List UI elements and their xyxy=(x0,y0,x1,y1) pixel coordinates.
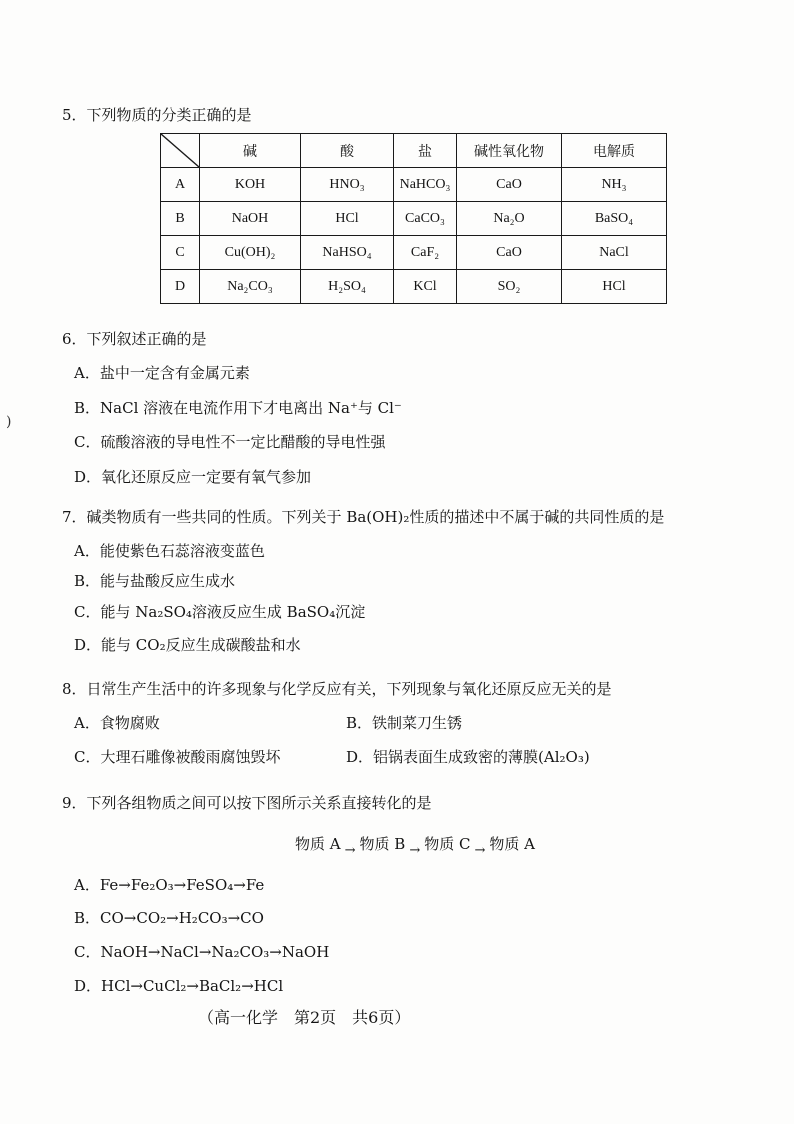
table-cell: HNO₃ xyxy=(301,168,394,202)
option-c: C．能与 Na₂SO₄溶液反应生成 BaSO₄沉淀 xyxy=(74,603,366,621)
option-d: D．HCl→CuCl₂→BaCl₂→HCl xyxy=(74,977,284,995)
table-row xyxy=(161,270,667,304)
option-a: A．盐中一定含有金属元素 xyxy=(74,364,250,382)
table-header-cell: 碱性氧化物 xyxy=(457,134,562,168)
option-a: A．能使紫色石蕊溶液变蓝色 xyxy=(74,542,265,560)
table-cell: KOH xyxy=(200,168,301,202)
row-label: A xyxy=(161,168,200,202)
arrow-icon: → xyxy=(474,843,486,858)
flow-node: 物质 B xyxy=(359,835,406,853)
table-cell: BaSO₄ xyxy=(562,202,667,236)
option-b: B．CO→CO₂→H₂CO₃→CO xyxy=(74,909,264,927)
option-d: D．能与 CO₂反应生成碳酸盐和水 xyxy=(74,636,301,654)
option-b: B．NaCl 溶液在电流作用下才电离出 Na⁺与 Cl⁻ xyxy=(74,399,402,417)
option-b: B．能与盐酸反应生成水 xyxy=(74,572,236,590)
table-header-cell: 盐 xyxy=(394,134,457,168)
question-7-stem: 7．碱类物质有一些共同的性质。下列关于 Ba(OH)₂性质的描述中不属于碱的共同性质的是 xyxy=(62,508,665,526)
row-label: B xyxy=(161,202,200,236)
option-a: A．食物腐败 xyxy=(74,714,160,732)
question-5-stem: 5．下列物质的分类正确的是 xyxy=(62,106,252,124)
question-9-stem: 9．下列各组物质之间可以按下图所示关系直接转化的是 xyxy=(62,794,432,812)
table-row xyxy=(161,202,667,236)
table-cell: Na₂CO₃ xyxy=(200,270,301,304)
flow-node: 物质 C xyxy=(424,835,471,853)
conversion-diagram xyxy=(295,833,535,858)
arrow-icon: → xyxy=(409,843,421,858)
question-6-stem: 6．下列叙述正确的是 xyxy=(62,330,207,348)
table-corner-cell xyxy=(161,134,200,168)
table-cell: KCl xyxy=(394,270,457,304)
table-cell: CaO xyxy=(457,236,562,270)
table-cell: SO₂ xyxy=(457,270,562,304)
table-cell: Cu(OH)₂ xyxy=(200,236,301,270)
table-cell: Na₂O xyxy=(457,202,562,236)
flow-node: 物质 A xyxy=(295,835,341,853)
table-cell: NaCl xyxy=(562,236,667,270)
option-c: C．大理石雕像被酸雨腐蚀毁坏 xyxy=(74,748,281,766)
table-row xyxy=(161,168,667,202)
table-cell: NH₃ xyxy=(562,168,667,202)
table-cell: HCl xyxy=(562,270,667,304)
option-a: A．Fe→Fe₂O₃→FeSO₄→Fe xyxy=(74,876,265,894)
row-label: D xyxy=(161,270,200,304)
table-header-cell: 电解质 xyxy=(562,134,667,168)
table-cell: HCl xyxy=(301,202,394,236)
table-cell: CaCO₃ xyxy=(394,202,457,236)
table-cell: CaO xyxy=(457,168,562,202)
table-header-row xyxy=(161,134,667,168)
table-cell: NaOH xyxy=(200,202,301,236)
option-d: D．铝锅表面生成致密的薄膜(Al₂O₃) xyxy=(346,748,590,766)
table-header-cell: 酸 xyxy=(301,134,394,168)
option-c: C．NaOH→NaCl→Na₂CO₃→NaOH xyxy=(74,943,330,961)
option-c: C．硫酸溶液的导电性不一定比醋酸的导电性强 xyxy=(74,433,386,451)
table-cell: NaHSO₄ xyxy=(301,236,394,270)
classification-table xyxy=(160,133,667,304)
arrow-icon: → xyxy=(344,843,356,858)
option-b: B．铁制菜刀生锈 xyxy=(346,714,463,732)
flow-node: 物质 A xyxy=(489,835,535,853)
table-cell: NaHCO₃ xyxy=(394,168,457,202)
option-d: D．氧化还原反应一定要有氧气参加 xyxy=(74,468,312,486)
row-label: C xyxy=(161,236,200,270)
table-cell: CaF₂ xyxy=(394,236,457,270)
page-footer: （高一化学 第2页 共6页） xyxy=(198,1008,411,1027)
table-row xyxy=(161,236,667,270)
table-cell: H₂SO₄ xyxy=(301,270,394,304)
table-header-cell: 碱 xyxy=(200,134,301,168)
question-8-stem: 8．日常生产生活中的许多现象与化学反应有关，下列现象与氧化还原反应无关的是 xyxy=(62,680,612,698)
diagonal-line xyxy=(161,134,199,167)
margin-bracket-mark: ) xyxy=(6,414,12,430)
